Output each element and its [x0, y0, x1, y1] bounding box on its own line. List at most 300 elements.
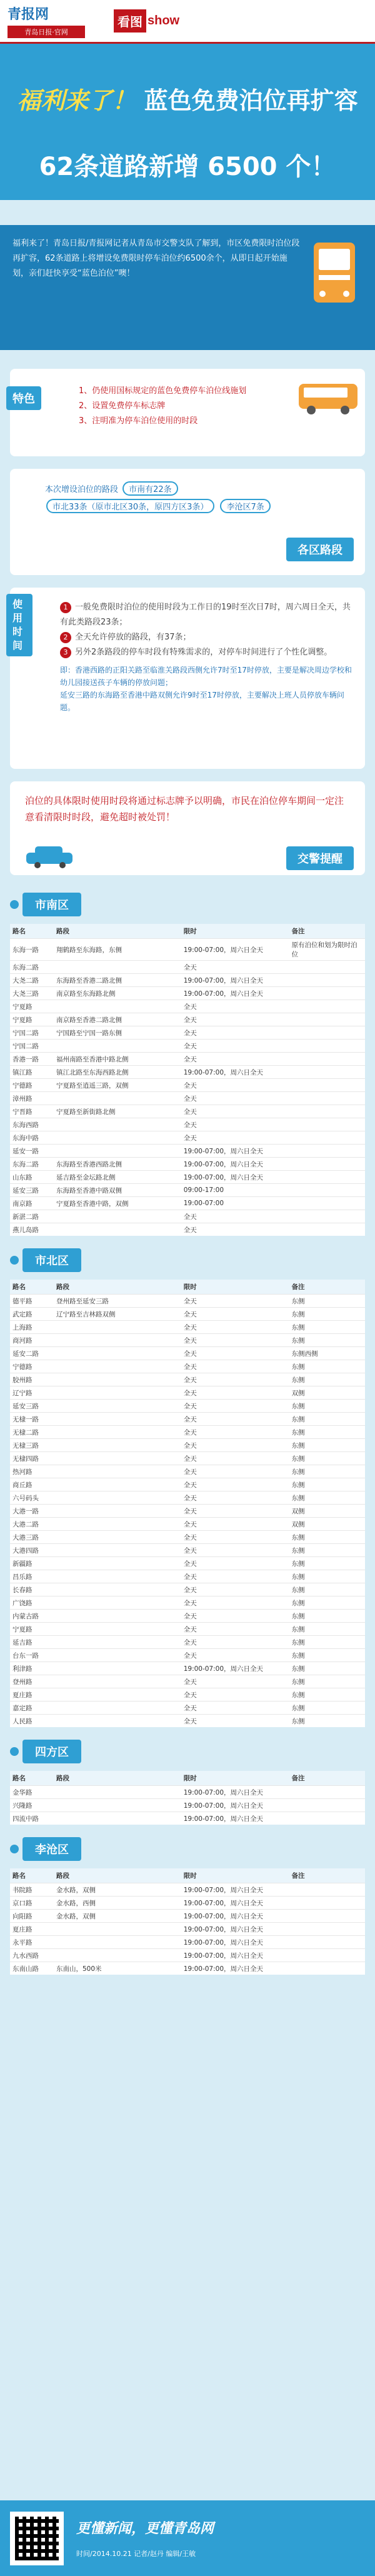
- table-cell: 四流中路: [10, 1812, 54, 1825]
- road-table: [10, 1280, 365, 1727]
- table-cell: [54, 1092, 181, 1105]
- table-row: [10, 1786, 365, 1799]
- table-cell: [54, 1360, 181, 1373]
- table-cell: 京口路: [10, 1897, 54, 1910]
- feature-item: 1、仍使用国标规定的蓝色免费停车泊位线施划: [79, 386, 247, 396]
- table-cell: 全天: [181, 1701, 289, 1715]
- table-cell: 全天: [181, 1092, 289, 1105]
- table-row: [10, 1321, 365, 1334]
- section-dot: [10, 1747, 19, 1756]
- table-row: [10, 987, 365, 1000]
- hero-title: [0, 81, 375, 116]
- table-header-row: [10, 1868, 365, 1883]
- table-row: [10, 1897, 365, 1910]
- intro-text: 福利来了！青岛日报/青报网记者从青岛市交警支队了解到，市区免费限时泊位段再扩容，62条道路上将增设免费限时停车泊位约6500余个，从即日起开始施划，亲们赶快享受“蓝色泊位”噢！: [12, 239, 300, 278]
- table-row: [10, 974, 365, 987]
- table-row: [10, 1799, 365, 1812]
- table-row: [10, 1910, 365, 1923]
- table-cell: [289, 1000, 365, 1013]
- table-cell: 全天: [181, 1596, 289, 1610]
- table-cell: 东侧: [289, 1596, 365, 1610]
- table-cell: [54, 1413, 181, 1426]
- table-cell: 兴隆路: [10, 1799, 54, 1812]
- table-cell: 19:00-07:00，周六日全天: [181, 1799, 289, 1812]
- table-cell: [289, 987, 365, 1000]
- table-cell: 全天: [181, 961, 289, 974]
- table-cell: 上海路: [10, 1321, 54, 1334]
- table-cell: [289, 1026, 365, 1040]
- table-cell: [289, 1223, 365, 1236]
- table-cell: [54, 1347, 181, 1360]
- table-cell: [289, 1883, 365, 1897]
- table-cell: [289, 1799, 365, 1812]
- table-cell: 延安三路: [10, 1400, 54, 1413]
- table-cell: 全天: [181, 1118, 289, 1131]
- table-cell: [54, 1949, 181, 1962]
- hero-title-b: 蓝色免费泊位再扩容: [144, 87, 358, 114]
- table-cell: [54, 1636, 181, 1649]
- table-cell: 全天: [181, 1308, 289, 1321]
- table-row: [10, 1145, 365, 1158]
- table-row: [10, 1092, 365, 1105]
- table-row: [10, 1131, 365, 1145]
- table-row: [10, 1413, 365, 1426]
- table-cell: 大港三路: [10, 1531, 54, 1544]
- table-cell: 大尧二路: [10, 974, 54, 987]
- table-cell: 双侧: [289, 1505, 365, 1518]
- table-row: [10, 1610, 365, 1623]
- table-cell: [54, 1518, 181, 1531]
- table-cell: [289, 1092, 365, 1105]
- table-row: [10, 1347, 365, 1360]
- table-cell: 全天: [181, 1544, 289, 1557]
- table-cell: 向阳路: [10, 1910, 54, 1923]
- table-cell: [289, 1053, 365, 1066]
- table-cell: [289, 1210, 365, 1223]
- table-row: [10, 1105, 365, 1118]
- column-header: 路名: [10, 1771, 54, 1786]
- table-row: [10, 1334, 365, 1347]
- table-row: [10, 1210, 365, 1223]
- table-cell: [54, 1478, 181, 1491]
- table-cell: 东海路至香港西路北侧: [54, 1158, 181, 1171]
- table-cell: [54, 1131, 181, 1145]
- table-header-row: [10, 924, 365, 939]
- table-row: [10, 1426, 365, 1439]
- table-cell: 东海一路: [10, 939, 54, 961]
- table-cell: [54, 1452, 181, 1465]
- table-cell: 南京路至香港二路北侧: [54, 1013, 181, 1026]
- table-cell: 大尧三路: [10, 987, 54, 1000]
- footer-slogan: 更懂新闻，更懂青岛网: [76, 2521, 214, 2537]
- table-cell: 漳州路: [10, 1092, 54, 1105]
- table-cell: 燕儿岛路: [10, 1223, 54, 1236]
- table-cell: 东侧: [289, 1675, 365, 1688]
- usage-item: [60, 600, 354, 630]
- table-cell: [289, 1158, 365, 1171]
- table-cell: [54, 1701, 181, 1715]
- table-cell: [54, 1596, 181, 1610]
- table-cell: [54, 1923, 181, 1936]
- table-cell: 东海二路: [10, 1158, 54, 1171]
- section-label: 李沧区: [22, 1837, 81, 1861]
- table-cell: [289, 1197, 365, 1210]
- table-cell: 大港一路: [10, 1505, 54, 1518]
- table-row: [10, 1923, 365, 1936]
- table-row: [10, 1557, 365, 1570]
- table-cell: 昌乐路: [10, 1570, 54, 1583]
- table-row: [10, 1662, 365, 1675]
- table-row: [10, 1295, 365, 1308]
- table-row: [10, 1079, 365, 1092]
- table-row: [10, 1596, 365, 1610]
- table-row: [10, 1518, 365, 1531]
- table-cell: 19:00-07:00: [181, 1197, 289, 1210]
- table-cell: 东侧: [289, 1715, 365, 1728]
- bus-icon: [298, 380, 360, 420]
- table-row: [10, 1040, 365, 1053]
- table-cell: 19:00-07:00，周六日全天: [181, 1962, 289, 1975]
- table-cell: [54, 1334, 181, 1347]
- table-cell: 全天: [181, 1688, 289, 1701]
- table-cell: 翔鹤路至东海路，东侧: [54, 939, 181, 961]
- usage-text: 一般免费限时泊位的使用时段为工作日的19时至次日7时，周六周日全天，共有此类路段23条；: [60, 603, 351, 627]
- features-tag: 特色: [6, 386, 41, 410]
- table-cell: 无棣三路: [10, 1439, 54, 1452]
- table-cell: [289, 974, 365, 987]
- table-cell: [54, 1544, 181, 1557]
- table-cell: 东侧: [289, 1557, 365, 1570]
- table-row: [10, 1400, 365, 1413]
- site-slogan: 青岛日报·官网: [8, 26, 85, 38]
- section-label: 四方区: [22, 1740, 81, 1763]
- table-cell: 全天: [181, 1334, 289, 1347]
- column-header: 路名: [10, 1868, 54, 1883]
- table-cell: 东侧: [289, 1649, 365, 1662]
- table-cell: 原有泊位和划为限时泊位: [289, 939, 365, 961]
- site-logo[interactable]: [8, 4, 101, 38]
- table-cell: 台东一路: [10, 1649, 54, 1662]
- section-dot: [10, 900, 19, 909]
- table-cell: [54, 1040, 181, 1053]
- table-cell: [289, 1812, 365, 1825]
- usage-text: 另外2条路段的停车时段有特殊需求的，对停车时间进行了个性化调整。: [75, 648, 332, 657]
- table-row: [10, 1883, 365, 1897]
- table-header-row: [10, 1280, 365, 1295]
- table-row: [10, 1505, 365, 1518]
- table-cell: 宁德路: [10, 1360, 54, 1373]
- footer-slogan-block: [76, 2518, 365, 2558]
- table-row: [10, 1223, 365, 1236]
- brand-logo[interactable]: [114, 9, 179, 33]
- table-cell: 全天: [181, 1413, 289, 1426]
- feature-item: 2、设置免费停车标志牌: [79, 401, 166, 411]
- table-cell: 夏庄路: [10, 1688, 54, 1701]
- table-cell: 全天: [181, 1295, 289, 1308]
- table-cell: 金水路，西侧: [54, 1897, 181, 1910]
- table-cell: [289, 961, 365, 974]
- table-cell: 东海路至香港二路北侧: [54, 974, 181, 987]
- table-cell: 胶州路: [10, 1373, 54, 1386]
- table-cell: 东侧: [289, 1321, 365, 1334]
- table-cell: 东侧: [289, 1295, 365, 1308]
- roads-card: [10, 469, 365, 575]
- brand-k: 看图: [114, 9, 146, 33]
- table-cell: 全天: [181, 1715, 289, 1728]
- feature-item: 3、注明准为停车泊位使用的时段: [79, 416, 198, 426]
- table-cell: [54, 1439, 181, 1452]
- table-cell: 东侧: [289, 1360, 365, 1373]
- usage-text: 全天允许停放的路段，有37条；: [75, 633, 191, 642]
- table-cell: 宁夏路: [10, 1623, 54, 1636]
- table-cell: 全天: [181, 1649, 289, 1662]
- hero-banner: [0, 44, 375, 200]
- table-cell: 宁夏路至新街路北侧: [54, 1105, 181, 1118]
- table-cell: 东海路至香港中路双侧: [54, 1184, 181, 1197]
- usage-note: 延安三路的东海路至香港中路双侧允许9时至17时停放，主要解决上班人员停放车辆问题。: [60, 691, 344, 712]
- table-cell: [54, 1491, 181, 1505]
- table-cell: 19:00-07:00，周六日全天: [181, 1662, 289, 1675]
- table-row: [10, 1000, 365, 1013]
- column-header: 路段: [54, 1280, 181, 1295]
- table-cell: 东侧: [289, 1426, 365, 1439]
- table-cell: 全天: [181, 1623, 289, 1636]
- table-row: [10, 1623, 365, 1636]
- table-cell: 广饶路: [10, 1596, 54, 1610]
- table-cell: 全天: [181, 1386, 289, 1400]
- table-cell: 夏庄路: [10, 1923, 54, 1936]
- table-cell: 九水西路: [10, 1949, 54, 1962]
- table-cell: 辽宁路: [10, 1386, 54, 1400]
- table-cell: [54, 1688, 181, 1701]
- table-cell: 大港四路: [10, 1544, 54, 1557]
- table-cell: [54, 1145, 181, 1158]
- table-row: [10, 1118, 365, 1131]
- table-header-row: [10, 1771, 365, 1786]
- column-header: 路段: [54, 1771, 181, 1786]
- table-row: [10, 1715, 365, 1728]
- table-cell: 东南山，500米: [54, 1962, 181, 1975]
- table-cell: 长春路: [10, 1583, 54, 1596]
- table-row: [10, 1649, 365, 1662]
- table-cell: 全天: [181, 1000, 289, 1013]
- table-cell: 宁夏路: [10, 1000, 54, 1013]
- table-cell: [54, 1675, 181, 1688]
- table-cell: [54, 1662, 181, 1675]
- hero-title-a: 福利来了！: [17, 87, 136, 114]
- table-cell: 新湛二路: [10, 1210, 54, 1223]
- table-cell: 东侧: [289, 1636, 365, 1649]
- table-cell: [289, 1040, 365, 1053]
- table-cell: 全天: [181, 1223, 289, 1236]
- table-cell: 全天: [181, 1465, 289, 1478]
- road-table: [10, 1868, 365, 1975]
- table-cell: 全天: [181, 1426, 289, 1439]
- brand-s: show: [148, 14, 180, 28]
- table-cell: 宁夏路: [10, 1013, 54, 1026]
- table-cell: 双侧: [289, 1518, 365, 1531]
- table-cell: 武定路: [10, 1308, 54, 1321]
- table-cell: 福州南路至香港中路北侧: [54, 1053, 181, 1066]
- table-cell: 全天: [181, 1557, 289, 1570]
- table-row: [10, 1386, 365, 1400]
- table-row: [10, 1478, 365, 1491]
- table-cell: [54, 1000, 181, 1013]
- table-cell: 19:00-07:00，周六日全天: [181, 1910, 289, 1923]
- table-cell: 宁夏路至逍遥三路，双侧: [54, 1079, 181, 1092]
- table-cell: 内蒙古路: [10, 1610, 54, 1623]
- table-cell: 19:00-07:00，周六日全天: [181, 1066, 289, 1079]
- table-cell: [54, 1426, 181, 1439]
- column-header: 备注: [289, 1868, 365, 1883]
- table-row: [10, 1701, 365, 1715]
- table-row: [10, 1570, 365, 1583]
- reminder-text: 泊位的具体限时使用时段将通过标志牌予以明确，市民在泊位停车期间一定注意看清限时时段，避免超时被处罚！: [25, 795, 344, 823]
- roads-pill: 市南有22条: [122, 481, 178, 496]
- table-cell: 全天: [181, 1675, 289, 1688]
- table-cell: 双侧: [289, 1386, 365, 1400]
- table-cell: [289, 1145, 365, 1158]
- table-cell: 全天: [181, 1053, 289, 1066]
- table-cell: 全天: [181, 1583, 289, 1596]
- table-cell: [54, 1223, 181, 1236]
- table-row: [10, 1373, 365, 1386]
- table-cell: 辽宁路至吉林路双侧: [54, 1308, 181, 1321]
- table-cell: 利津路: [10, 1662, 54, 1675]
- table-cell: [54, 1812, 181, 1825]
- table-cell: 全天: [181, 1439, 289, 1452]
- table-cell: [289, 1013, 365, 1026]
- table-cell: 东侧: [289, 1701, 365, 1715]
- table-cell: 东侧: [289, 1610, 365, 1623]
- column-header: 路段: [54, 1868, 181, 1883]
- table-row: [10, 961, 365, 974]
- table-row: [10, 1936, 365, 1949]
- table-cell: 东侧: [289, 1308, 365, 1321]
- table-cell: 东侧: [289, 1531, 365, 1544]
- table-cell: 书院路: [10, 1883, 54, 1897]
- table-cell: 全天: [181, 1321, 289, 1334]
- table-row: [10, 1026, 365, 1040]
- table-cell: 延吉路: [10, 1636, 54, 1649]
- features-card: [10, 369, 365, 456]
- table-cell: 全天: [181, 1452, 289, 1465]
- table-cell: 东侧: [289, 1570, 365, 1583]
- table-cell: 东侧: [289, 1623, 365, 1636]
- table-row: [10, 1308, 365, 1321]
- table-cell: [289, 1923, 365, 1936]
- usage-number: 1: [60, 602, 71, 613]
- table-cell: [289, 1949, 365, 1962]
- table-row: [10, 1675, 365, 1688]
- roads-pill: 李沧区7条: [220, 499, 270, 513]
- table-cell: 19:00-07:00，周六日全天: [181, 1812, 289, 1825]
- table-cell: 无棣四路: [10, 1452, 54, 1465]
- table-cell: [289, 1105, 365, 1118]
- table-cell: [289, 1118, 365, 1131]
- table-cell: [54, 1557, 181, 1570]
- reminder-card: [10, 781, 365, 875]
- table-row: [10, 1636, 365, 1649]
- table-cell: [54, 1321, 181, 1334]
- road-table: [10, 1771, 365, 1825]
- column-header: 限时: [181, 924, 289, 939]
- table-cell: 全天: [181, 1531, 289, 1544]
- column-header: 路名: [10, 924, 54, 939]
- table-cell: 德平路: [10, 1295, 54, 1308]
- column-header: 路名: [10, 1280, 54, 1295]
- table-cell: 永平路: [10, 1936, 54, 1949]
- table-cell: [54, 1623, 181, 1636]
- bus-icon: [306, 236, 362, 339]
- table-row: [10, 1053, 365, 1066]
- table-cell: 金华路: [10, 1786, 54, 1799]
- column-header: 备注: [289, 924, 365, 939]
- reminder-ribbon: 交警提醒: [286, 846, 354, 870]
- usage-item: [60, 630, 354, 645]
- table-cell: 东侧: [289, 1478, 365, 1491]
- table-cell: 登州路: [10, 1675, 54, 1688]
- table-cell: 宁国路至宁国一路东侧: [54, 1026, 181, 1040]
- table-cell: 延吉路至金坛路北侧: [54, 1171, 181, 1184]
- table-cell: 全天: [181, 1610, 289, 1623]
- section-title: [10, 893, 375, 916]
- usage-tag: 使用时间: [6, 594, 32, 656]
- table-cell: 东侧: [289, 1583, 365, 1596]
- table-row: [10, 1184, 365, 1197]
- table-cell: 热河路: [10, 1465, 54, 1478]
- footer: [0, 2500, 375, 2576]
- column-header: 路段: [54, 924, 181, 939]
- table-cell: 全天: [181, 1347, 289, 1360]
- usage-item: [60, 645, 354, 660]
- table-row: [10, 1491, 365, 1505]
- table-cell: [289, 1936, 365, 1949]
- table-cell: 全天: [181, 1040, 289, 1053]
- table-cell: 延安一路: [10, 1145, 54, 1158]
- usage-number: 3: [60, 647, 71, 658]
- table-cell: 全天: [181, 1505, 289, 1518]
- column-header: 限时: [181, 1771, 289, 1786]
- table-row: [10, 1812, 365, 1825]
- table-cell: 全天: [181, 1026, 289, 1040]
- table-cell: 人民路: [10, 1715, 54, 1728]
- table-cell: 山东路: [10, 1171, 54, 1184]
- table-cell: 东侧: [289, 1465, 365, 1478]
- car-icon: [25, 844, 75, 871]
- table-cell: [289, 1171, 365, 1184]
- table-cell: [289, 1786, 365, 1799]
- table-cell: [54, 1118, 181, 1131]
- table-cell: 东南山路: [10, 1962, 54, 1975]
- column-header: 限时: [181, 1280, 289, 1295]
- table-row: [10, 1465, 365, 1478]
- table-row: [10, 1949, 365, 1962]
- table-row: [10, 1583, 365, 1596]
- usage-number: 2: [60, 632, 71, 643]
- roads-lead: 本次增设泊位的路段: [45, 485, 119, 494]
- table-cell: 商丘路: [10, 1478, 54, 1491]
- table-cell: [289, 1184, 365, 1197]
- header-bar: [0, 0, 375, 44]
- hero-subtitle: 62条道路新增 6500 个！: [39, 153, 336, 181]
- table-cell: 六号码头: [10, 1491, 54, 1505]
- footer-credit: 时间/2014.10.21 记者/赵丹 编辑/王敏: [76, 2550, 196, 2558]
- table-cell: [54, 1400, 181, 1413]
- table-cell: 东侧: [289, 1688, 365, 1701]
- section-title: [10, 1837, 375, 1861]
- column-header: 备注: [289, 1771, 365, 1786]
